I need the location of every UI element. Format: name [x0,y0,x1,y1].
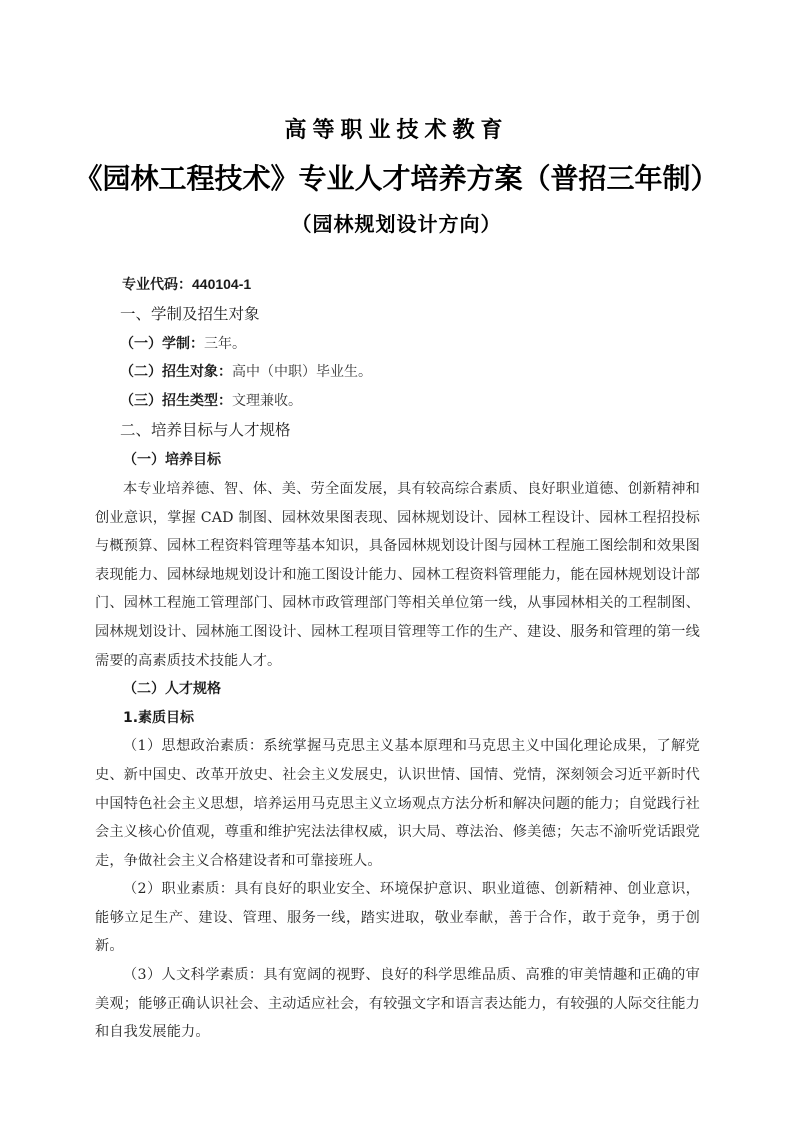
major-code-value: 440104-1 [192,276,252,292]
quality-goal-heading: 1.素质目标 [123,709,195,726]
item-label: （二）招生对象： [120,364,232,381]
section-2-heading: 二、培养目标与人才规格 [120,421,291,440]
quality-paragraph-humanities: （3）人文科学素质：具有宽阔的视野、良好的科学思维品质、高雅的审美情趣和正确的审美观；能够正确认识社会、主动适应社会，有较强文字和语言表达能力，有较强的人际交往能力和自我发展能力。 [95,967,700,1041]
document-title-main: 高等职业技术教育 [284,118,509,143]
section-1-item-target [95,358,700,387]
section-1-heading: 一、学制及招生对象 [120,304,260,323]
document-body [95,270,700,1047]
quality-paragraph-professional: （2）职业素质：具有良好的职业安全、环境保护意识、职业道德、创新精神、创业意识，能够立足生产、建设、管理、服务一线，踏实进取，敬业奉献，善于合作，敢于竞争，勇于创新。 [95,881,700,955]
training-goal-paragraph: 本专业培养德、智、体、美、劳全面发展，具有较高综合素质、良好职业道德、创新精神和创业意识，掌握 CAD 制图、园林效果图表现、园林规划设计、园林工程设计、园林工程招投标与概预算、园林工程资料管理等基本知识，具备园林规划设计图与园林工程施工图绘制和效果图表现能力、园林绿地规划设计和施工图设计能力、园林工程资料管理能力，能在园林规划设计部门、园林工程施工管理部门、园林市政管理部门等相关单位第一线，从事园林相关的工程制图、园林规划设计、园林施工图设计、园林工程项目管理等工作的生产、建设、服务和管理的第一线需要的高素质技术技能人才。 [95,480,700,669]
major-code [95,270,700,299]
subsection-talent-spec-heading: （二）人才规格 [123,681,221,698]
item-label: （一）学制： [120,335,204,352]
section-1-item-type [95,387,700,416]
quality-paragraph-political: （1）思想政治素质：系统掌握马克思主义基本原理和马克思主义中国化理论成果，了解党史、新中国史、改革开放史、社会主义发展史，认识世情、国情、党情，深刻领会习近平新时代中国特色社会主义思想，培养运用马克思主义立场观点方法分析和解决问题的能力；自觉践行社会主义核心价值观，尊重和维护宪法法律权威，识大局、尊法治、修美德；矢志不渝听党话跟党走，争做社会主义合格建设者和可靠接班人。 [95,738,700,869]
subsection-training-goal-heading: （一）培养目标 [123,452,221,469]
document-title-sub: 《园林工程技术》专业人才培养方案（普招三年制） [74,162,719,195]
item-value: 三年。 [204,335,246,352]
major-code-label: 专业代码： [122,276,192,292]
item-label: （三）招生类型： [120,392,232,409]
document-title-direction: （园林规划设计方向） [291,212,502,236]
item-value: 文理兼收。 [232,392,302,409]
item-value: 高中（中职）毕业生。 [232,364,372,381]
section-1-item-duration [95,330,700,359]
